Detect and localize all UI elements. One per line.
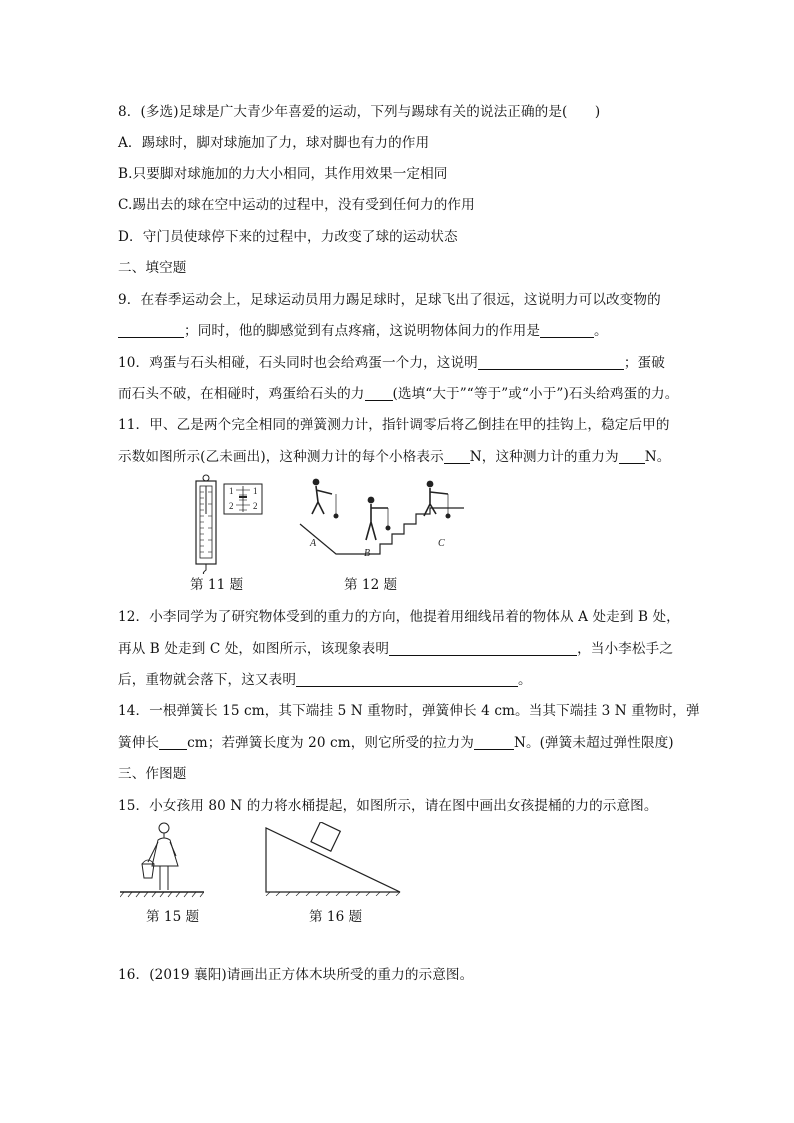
- answer-blank[interactable]: [444, 449, 470, 464]
- figure-16-block-on-incline: [262, 822, 404, 896]
- q11-line2: 示数如图所示(乙未画出)，这种测力计的每个小格表示 N，这种测力计的重力为 N。: [118, 449, 671, 465]
- answer-blank[interactable]: [478, 355, 624, 370]
- q14-line2: 簧伸长 cm；若弹簧长度为 20 cm，则它所受的拉力为 N。(弹簧未超过弹性限度): [118, 735, 674, 751]
- q15-line1: 15．小女孩用 80 N 的力将水桶提起，如图所示，请在图中画出女孩提桶的力的示意图。: [118, 798, 658, 814]
- q12-line1: 12．小李同学为了研究物体受到的重力的方向，他提着用细线吊着的物体从 A 处走到 B 处，: [118, 609, 680, 625]
- q8-option-c: C.踢出去的球在空中运动的过程中，没有受到任何力的作用: [118, 197, 475, 213]
- q9-line1: 9．在春季运动会上，足球运动员用力踢足球时，足球飞出了很远，这说明力可以改变物的: [118, 292, 661, 308]
- q11-line1: 11．甲、乙是两个完全相同的弹簧测力计，指针调零后将乙倒挂在甲的挂钩上，稳定后甲的: [118, 417, 670, 433]
- figure-16-caption: 第 16 题: [309, 909, 363, 925]
- q8-stem: 8．(多选)足球是广大青少年喜爱的运动，下列与踢球有关的说法正确的是( ): [118, 104, 601, 120]
- figure-15-caption: 第 15 题: [146, 909, 200, 925]
- q12-line3: 后，重物就会落下，这又表明 。: [118, 672, 532, 688]
- fig11-scale-mark: 1: [253, 486, 258, 496]
- answer-blank[interactable]: [619, 449, 645, 464]
- fig11-scale-mark: 2: [229, 501, 234, 511]
- figure-11-spring-scale: [188, 474, 268, 574]
- q8-option-d: D．守门员使球停下来的过程中，力改变了球的运动状态: [118, 229, 458, 245]
- fig12-point-a: A: [310, 538, 317, 549]
- answer-blank[interactable]: [540, 323, 594, 338]
- fig12-point-b: B: [364, 548, 371, 558]
- q14-line1: 14．一根弹簧长 15 cm，其下端挂 5 N 重物时，弹簧伸长 4 cm。当其下端挂 3 N 重物时，弹: [118, 703, 700, 719]
- answer-blank[interactable]: [389, 641, 577, 656]
- q8-option-b: B.只要脚对球施加的力大小相同，其作用效果一定相同: [118, 166, 448, 182]
- figure-11-caption: 第 11 题: [190, 577, 244, 593]
- q9-line2: ；同时，他的脚感觉到有点疼痛，这说明物体间力的作用是 。: [118, 322, 608, 340]
- figure-15-girl-with-bucket: [120, 820, 204, 898]
- q12-line2: 再从 B 处走到 C 处，如图所示，该现象表明 ，当小李松手之: [118, 641, 673, 657]
- fig12-point-c: C: [438, 538, 445, 549]
- fig11-scale-mark: 2: [253, 501, 258, 511]
- figure-12-walking-scene: [296, 474, 472, 558]
- answer-blank[interactable]: [118, 323, 184, 338]
- q16-line1: 16．(2019 襄阳)请画出正方体木块所受的重力的示意图。: [118, 967, 474, 983]
- q8-option-a: A．踢球时，脚对球施加了力，球对脚也有力的作用: [118, 135, 430, 151]
- fig11-scale-mark: 1: [229, 486, 234, 496]
- answer-blank[interactable]: [365, 386, 393, 401]
- q10-line2: 而石头不破，在相碰时，鸡蛋给石头的力 (选填“大于”“等于”或“小于”)石头给鸡蛋的力。: [118, 386, 679, 402]
- answer-blank[interactable]: [474, 735, 514, 750]
- q10-line1: 10．鸡蛋与石头相碰，石头同时也会给鸡蛋一个力，这说明 ；蛋破: [118, 355, 665, 371]
- figure-12-caption: 第 12 题: [344, 577, 398, 593]
- section-heading-fill-in: 二、填空题: [118, 260, 187, 276]
- section-heading-drawing: 三、作图题: [118, 766, 187, 782]
- answer-blank[interactable]: [159, 735, 187, 750]
- answer-blank[interactable]: [296, 672, 518, 687]
